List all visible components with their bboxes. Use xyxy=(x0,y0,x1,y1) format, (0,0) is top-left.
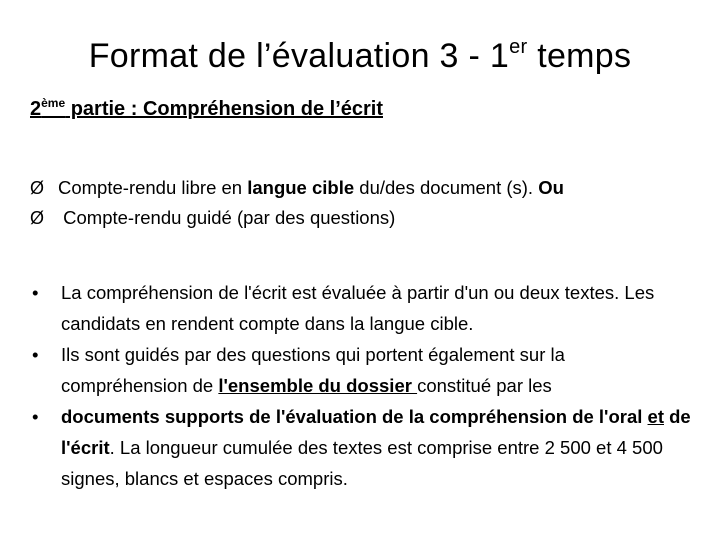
bold-underlined-text-run: et xyxy=(647,406,664,427)
arrow-list-item xyxy=(30,203,700,233)
bullet-list-item xyxy=(30,277,695,339)
title-text-end: temps xyxy=(527,37,632,75)
section-heading-underlined xyxy=(30,98,383,120)
section-heading-text: partie : Compréhension de l’écrit xyxy=(65,98,383,120)
bullet-text: La compréhension de l'écrit est évaluée à partir d'un ou deux textes. Les candidats en rendent compte dans la langue cible. xyxy=(61,282,655,334)
bullet-text xyxy=(61,401,695,494)
section-heading xyxy=(30,94,383,124)
bold-text-run: de l'écrit xyxy=(61,406,691,458)
bold-text-run: documents supports de l'évaluation de la compréhension de l'oral xyxy=(61,406,648,427)
section-number: 2 xyxy=(30,98,42,120)
bullet-text xyxy=(61,339,695,401)
bold-underlined-text-run: l'ensemble du dossier xyxy=(218,375,418,396)
bullet-icon: • xyxy=(32,406,39,427)
bold-text-run: Ou xyxy=(538,177,564,198)
bold-text-run: langue cible xyxy=(247,177,355,198)
section-number-superscript: ème xyxy=(41,96,66,110)
text-run: constitué par les xyxy=(417,375,552,396)
bullet-list xyxy=(30,277,695,494)
slide-title xyxy=(0,34,720,78)
text-run: Compte-rendu libre en xyxy=(58,177,248,198)
bullet-list-item xyxy=(30,401,695,494)
bullet-list-item xyxy=(30,339,695,401)
arrow-item-text xyxy=(58,173,564,203)
bullet-icon: • xyxy=(32,344,39,365)
title-superscript: er xyxy=(509,36,528,58)
arrow-list xyxy=(30,173,700,233)
text-run: . La longueur cumulée des textes est comprise entre 2 500 et 4 500 signes, blancs et espaces compris. xyxy=(61,437,663,489)
text-run: du/des document (s). xyxy=(354,177,539,198)
arrow-bullet-icon: Ø xyxy=(30,178,45,198)
arrow-item-text: Compte-rendu guidé (par des questions) xyxy=(58,207,396,228)
arrow-bullet-icon: Ø xyxy=(30,208,45,228)
arrow-list-item xyxy=(30,173,700,203)
title-text: Format de l’évaluation 3 - 1 xyxy=(88,37,510,75)
text-run: Ils sont guidés par des questions qui portent également sur la compréhension de xyxy=(61,344,565,396)
bullet-icon: • xyxy=(32,282,39,303)
